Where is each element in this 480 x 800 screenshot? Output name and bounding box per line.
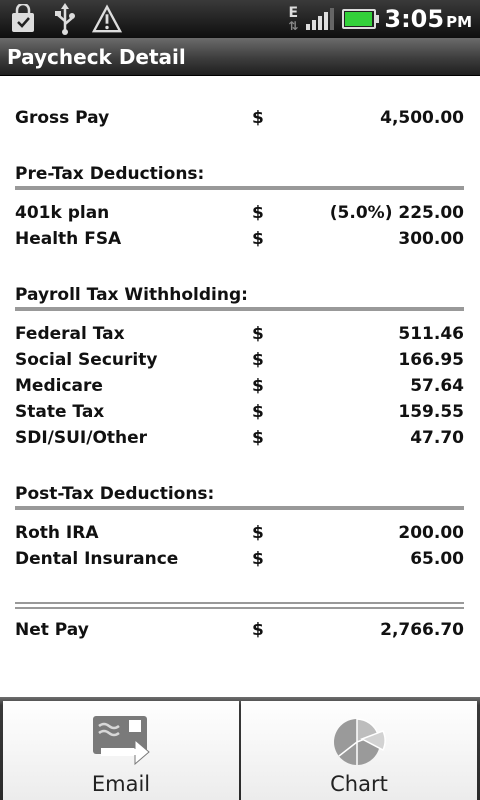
row-value: (5.0%) 225.00 <box>329 203 464 223</box>
row-label: Health FSA <box>15 229 122 249</box>
chart-button-label: Chart <box>330 772 388 796</box>
row-value: 4,500.00 <box>380 108 464 128</box>
email-button-label: Email <box>91 772 151 796</box>
table-row <box>15 229 464 255</box>
row-value: 200.00 <box>398 523 464 543</box>
row-value: 300.00 <box>398 229 464 249</box>
notification-icons <box>8 3 122 35</box>
clock <box>384 5 472 33</box>
signal-icon <box>306 8 334 30</box>
pie-chart-icon <box>329 714 389 766</box>
row-label: State Tax <box>15 402 105 422</box>
row-label: Gross Pay <box>15 108 110 128</box>
row-value: 65.00 <box>410 549 464 569</box>
currency-symbol: $ <box>252 402 264 422</box>
table-row <box>15 549 464 575</box>
row-label: Federal Tax <box>15 324 125 344</box>
table-row <box>15 402 464 428</box>
currency-symbol: $ <box>252 376 264 396</box>
data-arrows-icon: ⇅ <box>288 19 299 33</box>
row-value: 166.95 <box>398 350 464 370</box>
currency-symbol: $ <box>252 428 264 448</box>
table-row <box>15 324 464 350</box>
clock-time: 3:05 <box>384 5 445 33</box>
system-icons <box>288 0 472 38</box>
section-header-pre-tax: Pre-Tax Deductions: <box>15 164 205 184</box>
page-title: Paycheck Detail <box>7 44 186 69</box>
chart-button[interactable] <box>241 701 477 800</box>
net-pay-row <box>15 620 464 646</box>
table-row <box>15 376 464 402</box>
currency-symbol: $ <box>252 203 264 223</box>
title-bar <box>0 38 480 76</box>
status-bar <box>0 0 480 38</box>
currency-symbol: $ <box>252 108 264 128</box>
row-label: 401k plan <box>15 203 110 223</box>
shopping-bag-icon <box>8 3 38 35</box>
table-row <box>15 203 464 229</box>
row-value: 159.55 <box>398 402 464 422</box>
network-indicator <box>288 6 298 32</box>
row-value: 47.70 <box>410 428 464 448</box>
currency-symbol: $ <box>252 549 264 569</box>
section-header-payroll-tax: Payroll Tax Withholding: <box>15 285 248 305</box>
warning-icon <box>92 3 122 35</box>
gross-pay-row <box>15 108 464 134</box>
table-row <box>15 350 464 376</box>
row-label: Net Pay <box>15 620 89 640</box>
currency-symbol: $ <box>252 523 264 543</box>
usb-icon <box>50 3 80 35</box>
battery-icon <box>342 9 376 29</box>
divider <box>15 307 464 311</box>
divider <box>15 186 464 190</box>
table-row <box>15 523 464 549</box>
row-label: Social Security <box>15 350 158 370</box>
battery-fill <box>345 12 372 26</box>
email-button[interactable] <box>3 701 239 800</box>
row-value: 2,766.70 <box>380 620 464 640</box>
currency-symbol: $ <box>252 620 264 640</box>
divider <box>15 506 464 510</box>
clock-meridiem: PM <box>446 13 472 31</box>
section-header-post-tax: Post-Tax Deductions: <box>15 484 215 504</box>
table-row <box>15 428 464 454</box>
currency-symbol: $ <box>252 350 264 370</box>
row-value: 511.46 <box>398 324 464 344</box>
total-divider <box>15 602 464 609</box>
row-label: Dental Insurance <box>15 549 179 569</box>
currency-symbol: $ <box>252 324 264 344</box>
row-label: SDI/SUI/Other <box>15 428 148 448</box>
bottom-action-bar <box>0 697 480 800</box>
network-type: E <box>288 5 299 21</box>
email-icon <box>91 714 151 766</box>
row-value: 57.64 <box>410 376 464 396</box>
currency-symbol: $ <box>252 229 264 249</box>
row-label: Roth IRA <box>15 523 99 543</box>
row-label: Medicare <box>15 376 103 396</box>
